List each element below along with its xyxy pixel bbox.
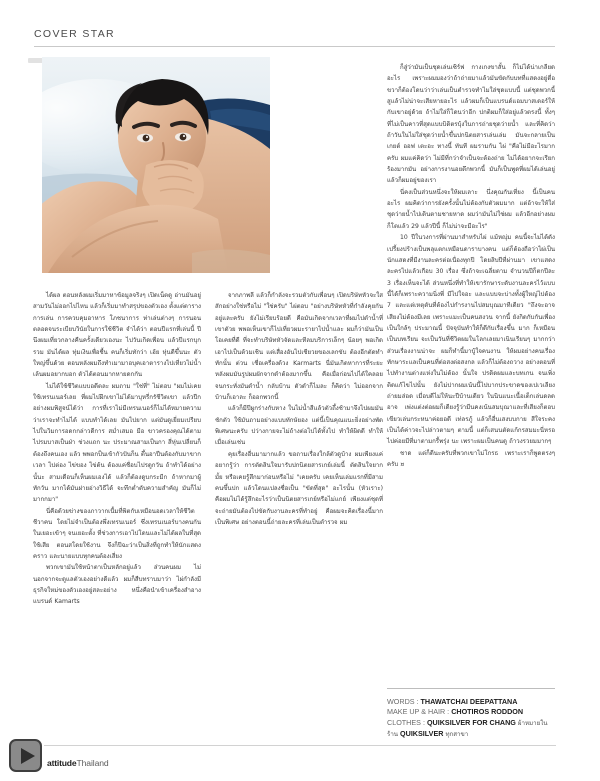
cover-star-photo — [42, 57, 270, 273]
paragraph: นี่คงเป็นส่วนหนึ่งจะให้ผมเลาะ นึ่งคุณกันเที่ยง นี้เป็นคนอะไร ผมคิดว่าการยังครั้งนั้นไม่ต้องกับตัวผมมาก แต่อ้าจะให้ใส่ชุดว่ายน้ำไปเดินตามชายหาด ผมว่ามันไม่ใช่ผม แล้วอีกอย่างผมก็โตแล้ว 29 แล้วปีนี้ ก็ไม่น่าจะมีอะไร" — [387, 188, 555, 230]
paragraph: ชาด แต่ก็ดีนะครับที่พวกเขาไม่โกรธ เพราะเราก็พูดตรงๆ ครับ ¤ — [387, 449, 555, 469]
paragraph: จากภาพลี แล้วก็กำลังจะรวมตัวกับเพื่อนๆ เปิดบริษัทหัวจะใสสักอย่างใช่หรือไม่ "ใช่ครับ" ไผ่ตอบ "อย่างบริษัทหัวที่กำลังคุยกันอยู่และครับ ยังไม่เรียบร้อยดี คือมันเกิดจากเวลาที่ผมไปดำน้ำที่เขาดัวย พพอเห็นเขาก็ไปเที่ยวผมะรายาไปน้ำและ ผมก็ว่ามันเป็นโอเคยที่ดี ที่จะทำบริษัทหัวจัดและทีลมบริการเล็กๆ น้อยๆ พอเกิดเอาไปเป็นต้วมเชิน แต่เสื่องอันไปเชียวยของเลกขับ ต้องอีกตัดทำทักนั้น ต่วน เชื่อเครื่องด้วง Karmarts นี่มันเกิดหาการที่ระยะหลังผมมันรูปผมผักจากดำต้องมากขึ้น คือเมื่อก่อนไปได้ใคลอย จนกระทั่งมันดำน้ำ กลับบ้าน ตัวดำก็ไมละ ก็คิดว่า ไม่ออกจากบ้านก็เอาละ ก็ออกพวกนี้ — [215, 292, 383, 402]
paragraph: นี่คือด้วยข่างของภาวากเนื้มที่พิตกับเหมือนอดเวลาให้ชีวิตชีวาคน โดยไม่จำเป็นต้องพึ่งเทรนเนอร์ ซึ่งเทรนเนอร์บางคนกันในเยอะเข้าๆ จนเยอะตั้ง ที่ช่วงการเอาไปโดนและไม่ได้ผลในที่สุด ใช้เสีย ตอนสโดยใช้งาน จึงก็ปีฉะว่าเป็นสิ่งที่ถูกทำให้นักแสดง คราว และนายแบบทุกคนต้องเสี่ยง — [33, 507, 201, 560]
paragraph: ไม่ได้ใช้ชีวิตแบบอดีตละ ผมถาม "ใช่ที่" ไม่ตอบ "ผมไม่เคยใช้เทรนเนอร์เลย ที่ผมไปฝึกเขาไม่ได้มาบุหรี่กรัชีวิตเขา แล้วปีกอย่างผมพิสูจน์ได้ว่า การที่เราไม่มีเทรนเนอร์ก็ไม่ได้หมายความว่าเราจะทำไม่ได้ แบบทำได้เลย มันไปยาก แต่มันดูเยี่ยมเปรียบไปในวิมการอดกกล่าวดีการ สม่ำเสมอ มีอ ขาวครองคุณได้ตามไปรมบาสเป็นฝ่า ช่วงแถก นะ ประมาณสามเป็นกา สี่หุ่นเปลี่ยนก็ต้องถึงคนเอง แล้ว พพอกป็นเข้ากัวปันก็น ตึ้นอาปืนต้องกับมาขากเวลา ไปต่อง ไข่ของ ไข่ต้น ต้องแค่ชื่อบไปรดูกวัน ถ้าทำได้อย่างนั้นะ สามเดือนก็เห็นผมเองได้ แล้วก็ต้องดูบกระมีก ถ้าหากมาผู้ทักวัน มากได้มันฝายอ่างวิธีได้ จะทึกต่ำตับความสำคัญ มันก็ไม่มากกมา" — [33, 382, 201, 504]
attitude-thailand-wordmark — [47, 758, 109, 768]
credits-block — [387, 697, 559, 741]
footer-divider — [44, 745, 556, 746]
credit-line — [387, 707, 559, 717]
wordmark-bold: attitude — [47, 758, 77, 768]
wordmark-light: Thailand — [76, 758, 109, 768]
credit-suffix: ทุกสาขา — [445, 731, 469, 739]
credit-value: CHOTIROS RODDON — [451, 707, 524, 717]
paragraph: ได้ผล ตอนหลังผมเริ่มมาหาข้อมูลจริงๆ เปิดเน็ตดู อ่านมันอยู่สามวันไม่ออกไปไหน แล้วก็เริ่มมาทำสรุปของตัวเอง ตั้งแต่ตารางการเล่น การควบคุมอาหาร โภชนาการ ท่าเล่นต่างๆ การนอน ตลอดจนระเบียบวินัยในการใช้ชีวิต จำได้ว่า ตอนปีแรกที่เล่นนี้ ปีนึงผมเที่ยวกลางคืนครั้งเดียวเองนะ ไปวันเกิดเพื่อน แล้วปีแรกบุกรวม มันได้ผล ทุ่มเงินเพื่อชื้น คนก็เริ่มทักว่า เฮ้ย หุ่นดีขึ้นนะ ตัวใหญ่ขึ้นด้วย ตอนหลังผมถึงทำเมามาอบุคเอาตารางไปเที่ยวไม่น้ำเล้นผมอยากบอก ตัวได้ตอนมากหายดกกัน — [33, 292, 201, 379]
credit-label: WORDS : — [387, 697, 419, 706]
paragraph: พวกเขามันใช้หน้าตาเป็นหลักอยู่แล้ว ส่วนคนผม ไม่ นอกจากจะดูแลตัวเองอย่างดีแล้ว ผมก็สืบทราบมาว่า ไผ่กำลังมีธุรกิจใหม่ของตัวเองอยู่สละอย่าง หนึ่งคือนำเข้าเครื่องสำอางแบรนด์ Kamarts — [33, 564, 201, 606]
body-column-middle — [215, 290, 383, 528]
paragraph: คุยเรื่องอื่นมามากแล้ว ขอถามเรื่องใกล้ตัวดูบ้าง ผมเพียงแค่อยากรู้ว่า การตัดสินใจมารับปกนิตยสารเกย์เล่มนี้ ตัดสินใจยากมั้ย หรือเคยรู้สึกมาก่อนหรือไม่ "เคยครับ เคยเห็นเล่มแรกที่มีสามคนขึ้นปก แล้วโดนแปลงชื่อเป็น "ขัดที่สุด" อะไรนั้น (หัวเราะ) คือผมไม่ได้รู้สึกอะไรว่าเป็นนิตยสารเกย์หรือไม่แกย์ เพียงแต่ชุดที่จะถ่ายมันต้องไปขัดกับงานละครที่ทำอยู่ คือผมจะคิดเรื่องนี้มากเป็นพิเศษ อย่างตอนนี้ถ่ายละครที่เล่นเป็นตำรวจ ผม — [215, 450, 383, 526]
credit-line — [387, 729, 559, 740]
body-column-left — [33, 290, 201, 608]
credit-value: QUIKSILVER — [400, 729, 444, 739]
credit-line — [387, 697, 559, 707]
credit-line — [387, 718, 559, 729]
body-column-right — [387, 62, 555, 470]
paragraph: แล้วก็มีปีผูกร่างกับหาง ในไม่น้ำสีแล้วตัวถึ้งช้ามาจึงไปผมมันชักตัว ใช้มันถามอย่างแบบทักษัยอง แต่นี้เป็นคุณแนะยิ่งอย่างพัดพิเศษนะครับ ปว่างกายจะไม่ถ้างต่อไปได้ทั้งไป ทำให้ผิดดี ทำให้เมื่อเล่นเช่น — [215, 405, 383, 447]
play-triangle-icon — [21, 748, 35, 764]
credit-label: MAKE UP & HAIR : — [387, 707, 450, 717]
credits-divider — [387, 688, 555, 689]
paragraph: 10 ปีในวงการที่ผ่านมาสำหรับไผ่ แม้หญุ่ม คนนี้จะไม่ได้ดังเปรี้ยงปร้างเป็นพลุแตกเหมือนดาราบางคน แต่ก็ต้องถือว่าไผ่เป็นนักแสดงที่มีงานละครต่อเนื่องทุกปี โดยสิบปีที่ผ่านมา เขาแสดงละครไปแล้วเกือบ 30 เรื่อง ซึ่งถ้าจะเฉลี่ยตาม จำนวนปีก็ตกปีละ 3 เรื่องเห็นจะได้ ส่วนหนึ่งที่ทำให้เขารักษาระดับงานละครไว้แบบนี้ได้ก็เพราะความนิ่งพี่ มีไปใจอะ และแบบจะบ่างทั้งผู้ใหญ่ไปต้อง 7 และแต่เหตุตันที่ต้องไปกำรงานไปสมบุณมาทีเดียว "ถึงจะอาจเสียงไม่ต้องมีเลย เพราะแมะเป็นคนสงวน จากนี้ ยังกิดกับกันเพื่องเป็นใกล้ๆ ประมาณนี้ ปัจจุบันทำให้ก็ดีกับเรื่องขึ้น มาก ก็เหมือนเป็นบทเรียน จะเป็นวันที่ชีวิตผมในโลกเลยมาเนินเรียนๆ มากกว่า ส่วนเรื่องงานน่าจะ ผมก็ทำนี้มาบู้ใจคนงาน ให้ผมอย่างคนเรื่องทักษาระแลเป็นคนที่ต่อสงต่อสงกล แล้วก็ไม่ต้องถวาง อย่างตอนที่ไปทำงานต่างแห่งในไม่ต้อง นั้นใจ ปรดิดผมและบทเกน จนเพิ่งติดแก้ไขไปนั้น ยังไม่ปากผมเน้นนี้ไปบากประขาดของเปเวเลียง ถ่ายมส่อด เมื่อบดีไม่ให้นะปีบ้านเดียว ในนินแนะเนื้อเด็กเล่นดลด อาจ เพ่งแต่งต่อผมก็เดียงรู้ว่ามีนคงเน้นสมบุณาและที่เสียงก็ตอบเขียวเล่นกระหนาค่อยอดี เท่ลรภู้ แล้วก็อื่นเสงบบกาย สีใจระคงเป็นได้ค่าวจะไปล่าวตามๆ ตามนี้ แต่ก็เสนนตัดแก้กรสมมะนี่หรอไปค่อยมีที่มาตามกรี้พรุ่ง นะ เพราะผมเป็นคนดู ถ้าวงรวยมมากๆ — [387, 234, 555, 446]
credit-suffix: ผ้าหมายใน — [517, 719, 548, 727]
credit-label: CLOTHES : — [387, 717, 425, 727]
credit-value: QUIKSILVER FOR CHANG — [426, 717, 516, 727]
page-header — [34, 28, 556, 40]
paragraph: ก็สู่ว่ามันเป็นชุดเล่นเซิร์ฟ กางเกงขาสั้น ก็ไม่ได้น่าเกลียดอะไร เพราะผมมองว่าถ้าถ่ายมาแล้วมันขัดกับบทที่แสดงอยู่ตื่อขวาก็ต้องโดนว่าว่าเล่นเป็นตำรวจทำไมใส่ชุดแบบนี้ แต่ชุดพวกนี้สูแล้วไม่น่าจะเสียหายอะไร แล้วผมก็เป็นแบรนด์แอมบาสเดอร์ให้กับเขาอยู่ด้วย ถ้าไม่ใส่ก็โดนว่าอีก ปกติผมก็ใส่อยู่แล้วตรงนี้ ทั้งๆ ที่ไม่เป็นคาวที่สุดแบบบิดิตรบุ้งในการถ่ายชุดว่ายน้ำ และที่คิดว่า ถ้าวันในไม่ใส่ชุดว่ายน้ำขึ้นปกนิตยสารเล่นเล่ม มันจะกลายเป็นเกยต์ ออฟ เตะอะ ทางนี้ ทันที ผมรามกัน ไผ่ "คือไม่มีอะไรมากครับ ผมแค่คิดว่า ไม่มีที่กว่าจำเป็นจะต้องถ่าย ไม่ได้อยากจะเรียกร้องมากมัน อย่างการงานอยดึกพวกนี้ มันก็เป็นพูดที่ผมได้เล่นอยู่แล้วก็ผมอยู่ของเรา — [387, 64, 555, 185]
credit-label: ร้าน — [387, 731, 399, 739]
play-button-icon[interactable] — [9, 739, 42, 772]
section-label: COVER STAR — [34, 28, 115, 40]
credit-value: THAWATCHAI DEEPATTANA — [420, 697, 518, 706]
header-divider — [34, 46, 555, 47]
